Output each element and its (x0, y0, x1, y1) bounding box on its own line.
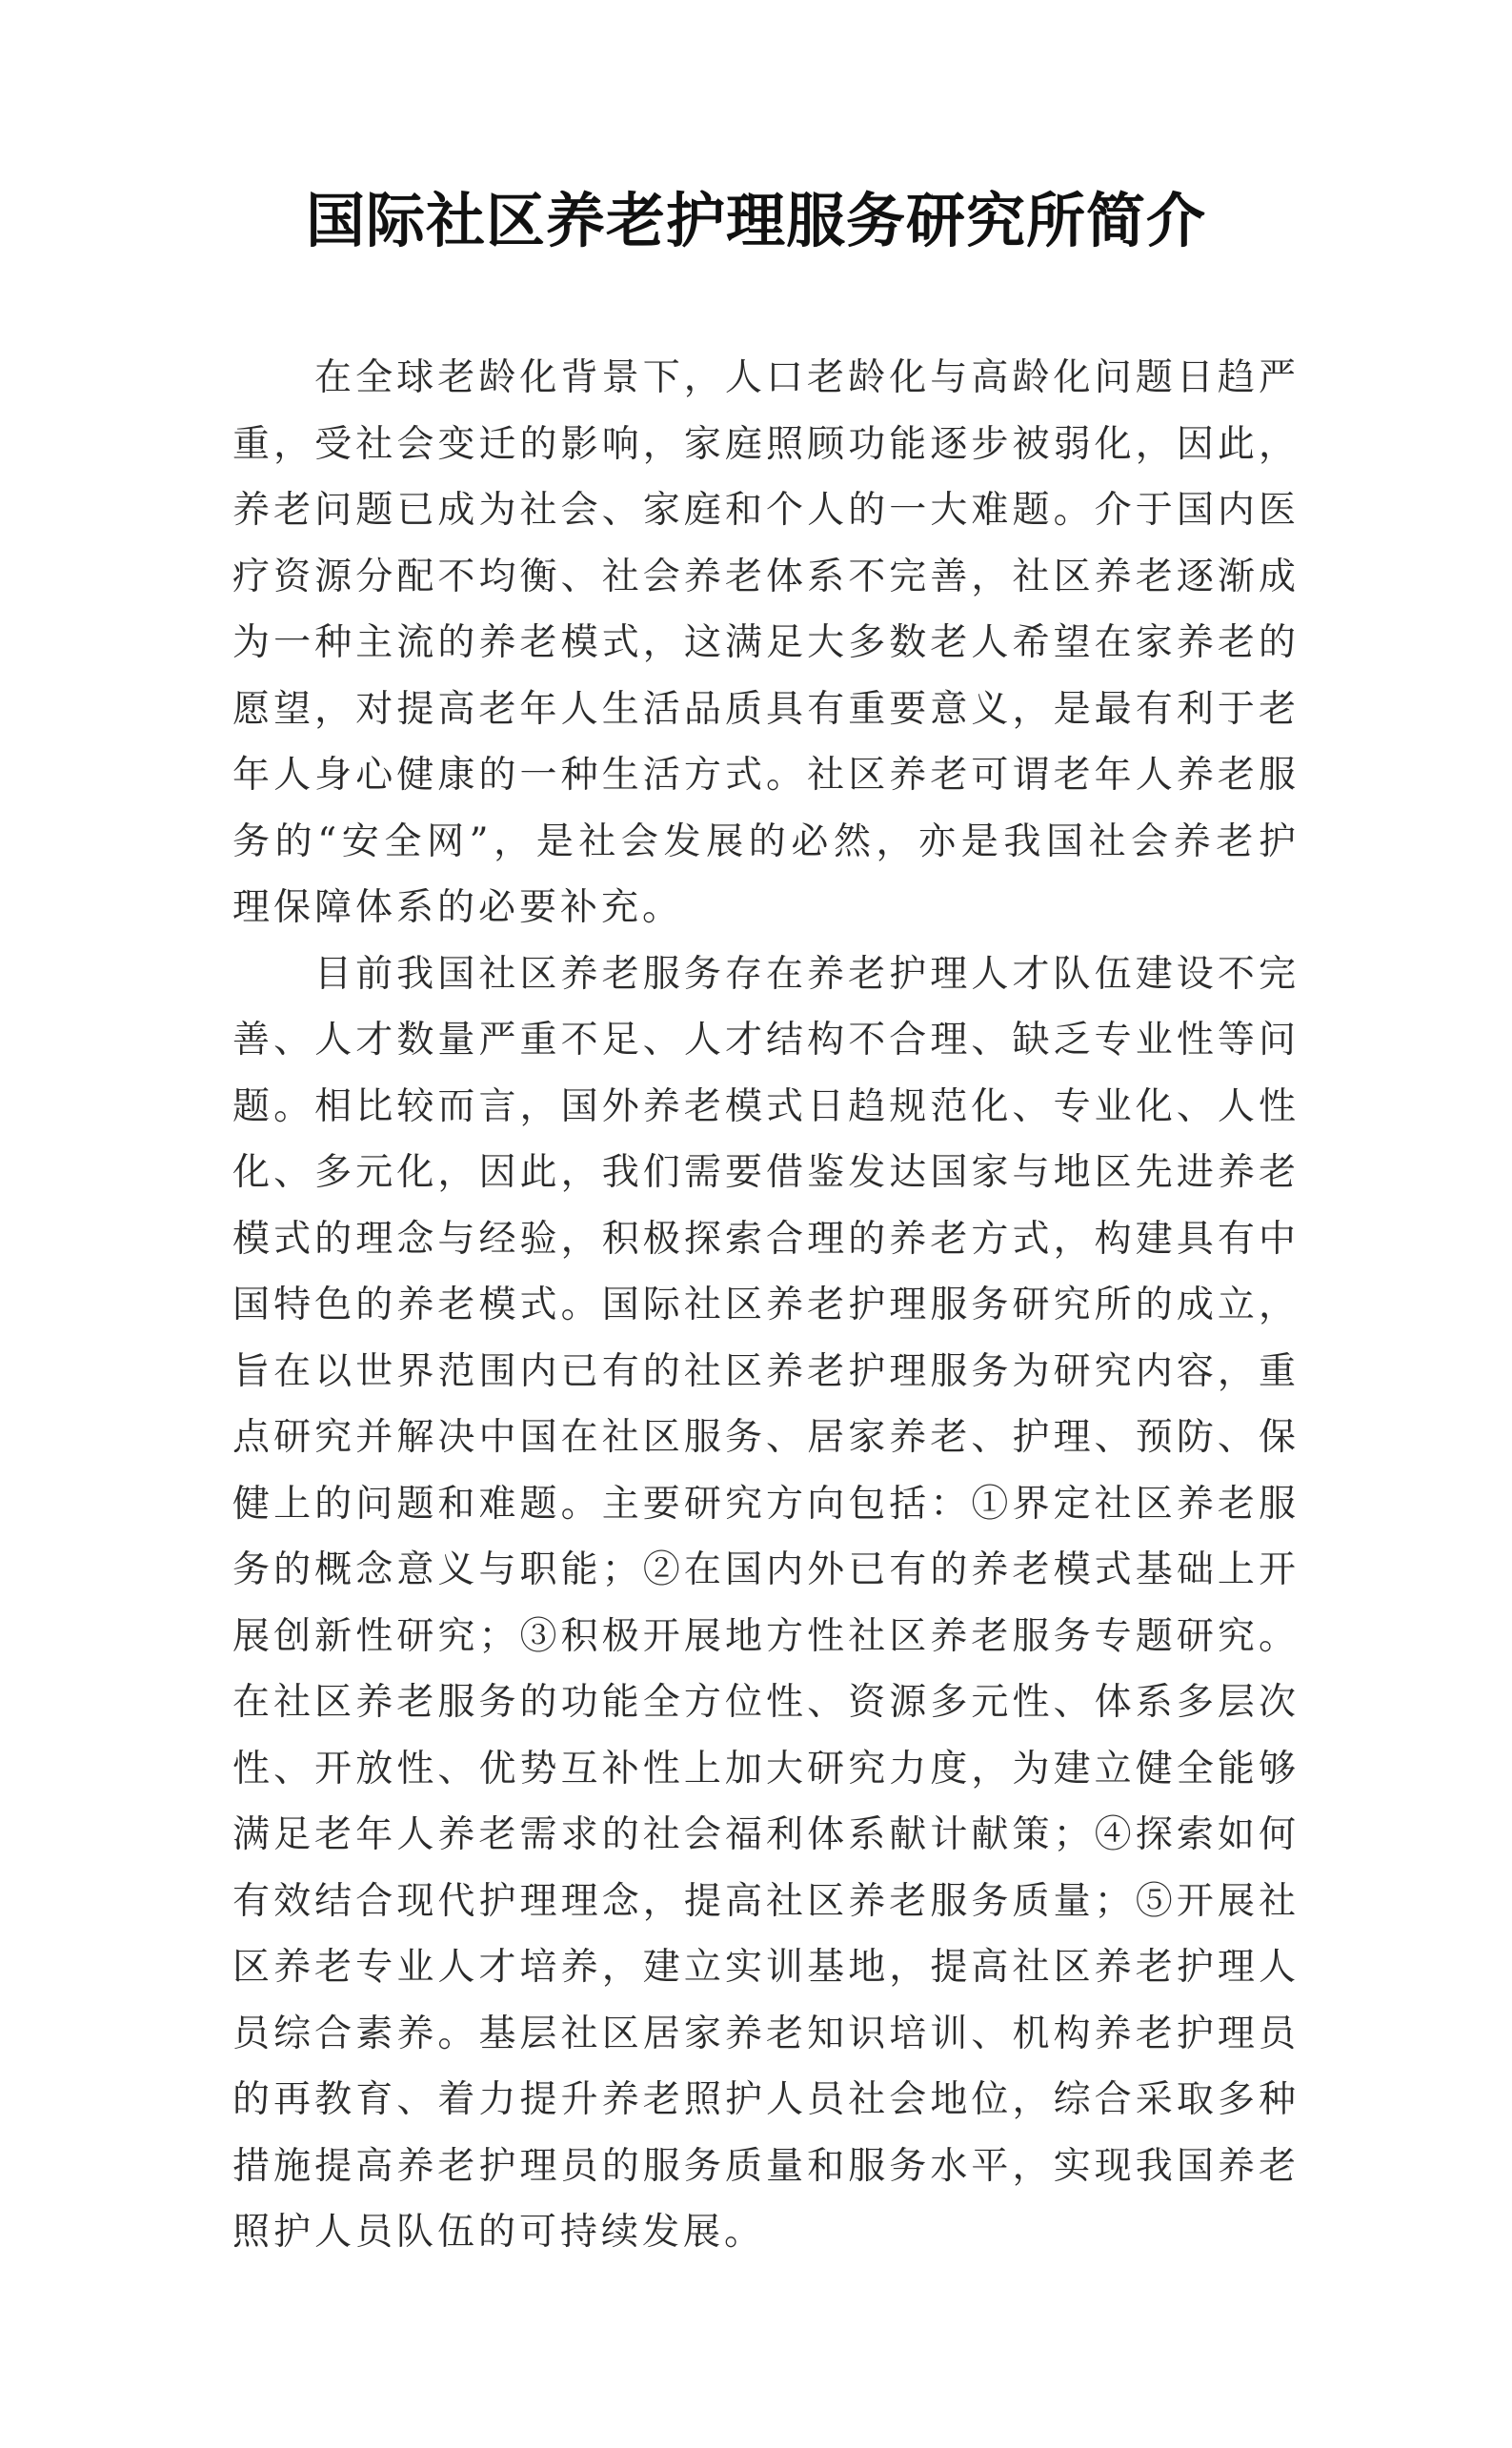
document-body (232, 345, 1300, 2266)
paragraph-institute-purpose: 目前我国社区养老服务存在养老护理人才队伍建设不完善、人才数量严重不足、人才结构不合理、缺乏专业性等问题。相比较而言，国外养老模式日趋规范化、专业化、人性化、多元化，因此，我们需要借鉴发达国家与地区先进养老模式的理念与经验，积极探索合理的养老方式，构建具有中国特色的养老模式。国际社区养老护理服务研究所的成立，旨在以世界范围内已有的社区养老护理服务为研究内容，重点研究并解决中国在社区服务、居家养老、护理、预防、保健上的问题和难题。主要研究方向包括：①界定社区养老服务的概念意义与职能；②在国内外已有的养老模式基础上开展创新性研究；③积极开展地方性社区养老服务专题研究。在社区养老服务的功能全方位性、资源多元性、体系多层次性、开放性、优势互补性上加大研究力度，为建立健全能够满足老年人养老需求的社会福利体系献计献策；④探索如何有效结合现代护理理念，提高社区养老服务质量；⑤开展社区养老专业人才培养，建立实训基地，提高社区养老护理人员综合素养。基层社区居家养老知识培训、机构养老护理员的再教育、着力提升养老照护人员社会地位，综合采取多种措施提高养老护理员的服务质量和服务水平，实现我国养老照护人员队伍的可持续发展。 (232, 952, 1300, 2254)
document-title: 国际社区养老护理服务研究所简介 (305, 186, 1206, 255)
paragraph-background: 在全球老龄化背景下，人口老龄化与高龄化问题日趋严重，受社会变迁的影响，家庭照顾功能逐步被弱化，因此，养老问题已成为社会、家庭和个人的一大难题。介于国内医疗资源分配不均衡、社会养老体系不完善，社区养老逐渐成为一种主流的养老模式，这满足大多数老人希望在家养老的愿望，对提高老年人生活品质具有重要意义，是最有利于老年人身心健康的一种生活方式。社区养老可谓老年人养老服务的“安全网”，是社会发展的必然，亦是我国社会养老护理保障体系的必要补充。 (232, 356, 1300, 929)
